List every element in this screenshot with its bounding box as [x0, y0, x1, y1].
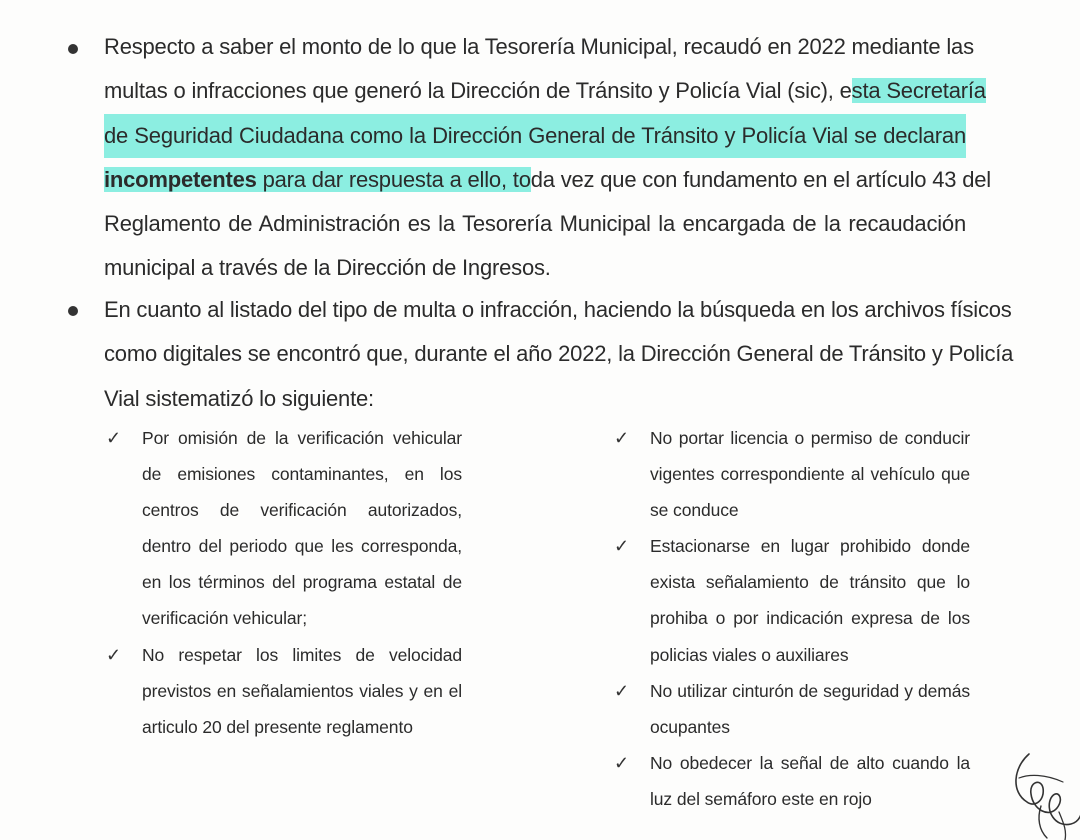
checkmark-icon: ✓ [106, 644, 121, 665]
item-line: articulo 20 del presente reglamento [142, 716, 413, 737]
list-item [614, 528, 970, 672]
item-line: policias viales o auxiliares [650, 644, 849, 665]
text-line: Reglamento de Administración es la Tesorería Municipal la encargada de la recaudación [104, 211, 966, 237]
checkmark-icon: ✓ [614, 680, 629, 701]
item-line: vigentes correspondiente al vehículo que [650, 464, 970, 485]
checkmark-icon: ✓ [614, 428, 629, 448]
item-line: ocupantes [650, 716, 730, 737]
bold-highlighted-text: incompetentes [104, 166, 257, 192]
list-item [106, 420, 462, 637]
item-line: Por omisión de la verificación vehicular [142, 428, 462, 448]
item-line: de emisiones contaminantes, en los [142, 464, 462, 485]
item-line: previstos en señalamientos viales y en el [142, 680, 462, 701]
checkmark-icon: ✓ [106, 428, 121, 448]
checkmark-icon: ✓ [614, 536, 629, 557]
bullet-dot [68, 306, 78, 316]
item-line: No utilizar cinturón de seguridad y demás [650, 680, 970, 701]
text-line: como digitales se encontró que, durante el año 2022, la Dirección General de Tránsito y Policía [104, 341, 1014, 367]
list-item [106, 637, 462, 745]
signature-mark [1005, 748, 1080, 840]
text-line: En cuanto al listado del tipo de multa o infracción, haciendo la búsqueda en los archivos físicos [104, 297, 1012, 322]
highlighted-text: sta Secretaría [851, 78, 986, 104]
item-line: centros de verificación autorizados, [142, 500, 462, 521]
paragraph-listado [104, 288, 1014, 421]
text-line: incompetentes para dar respuesta a ello, toda vez que con fundamento en el artículo 43 del [104, 166, 991, 192]
highlighted-text-line: de Seguridad Ciudadana como la Dirección General de Tránsito y Policía Vial se declaran [104, 114, 966, 158]
item-line: exista señalamiento de tránsito que lo [650, 572, 970, 593]
checkmark-icon: ✓ [614, 752, 629, 773]
item-line: Estacionarse en lugar prohibido donde [650, 536, 970, 557]
item-line: verificación vehicular; [142, 608, 307, 629]
list-item [614, 673, 970, 745]
list-item [614, 420, 970, 528]
item-line: luz del semáforo este en rojo [650, 788, 872, 809]
infractions-list-left [106, 420, 462, 745]
highlighted-text: para dar respuesta a ello, to [256, 166, 531, 192]
text-line: multas o infracciones que generó la Dirección de Tránsito y Policía Vial (sic), esta Secretaría [104, 78, 986, 104]
text-line: Respecto a saber el monto de lo que la Tesorería Municipal, recaudó en 2022 mediante las [104, 34, 974, 59]
item-line: dentro del periodo que les corresponda, [142, 536, 462, 557]
item-line: se conduce [650, 500, 739, 521]
text-line: municipal a través de la Dirección de Ingresos. [104, 255, 551, 281]
item-line: en los términos del programa estatal de [142, 572, 462, 593]
item-line: No obedecer la señal de alto cuando la [650, 752, 970, 773]
infractions-list-right [614, 420, 970, 817]
item-line: No respetar los limites de velocidad [142, 644, 462, 665]
item-line: No portar licencia o permiso de conducir [650, 428, 970, 448]
bullet-dot [68, 44, 78, 54]
text-line: Vial sistematizó lo siguiente: [104, 385, 374, 411]
item-line: prohiba o por indicación expresa de los [650, 608, 970, 629]
list-item [614, 745, 970, 817]
paragraph-tesoreria [104, 25, 991, 291]
